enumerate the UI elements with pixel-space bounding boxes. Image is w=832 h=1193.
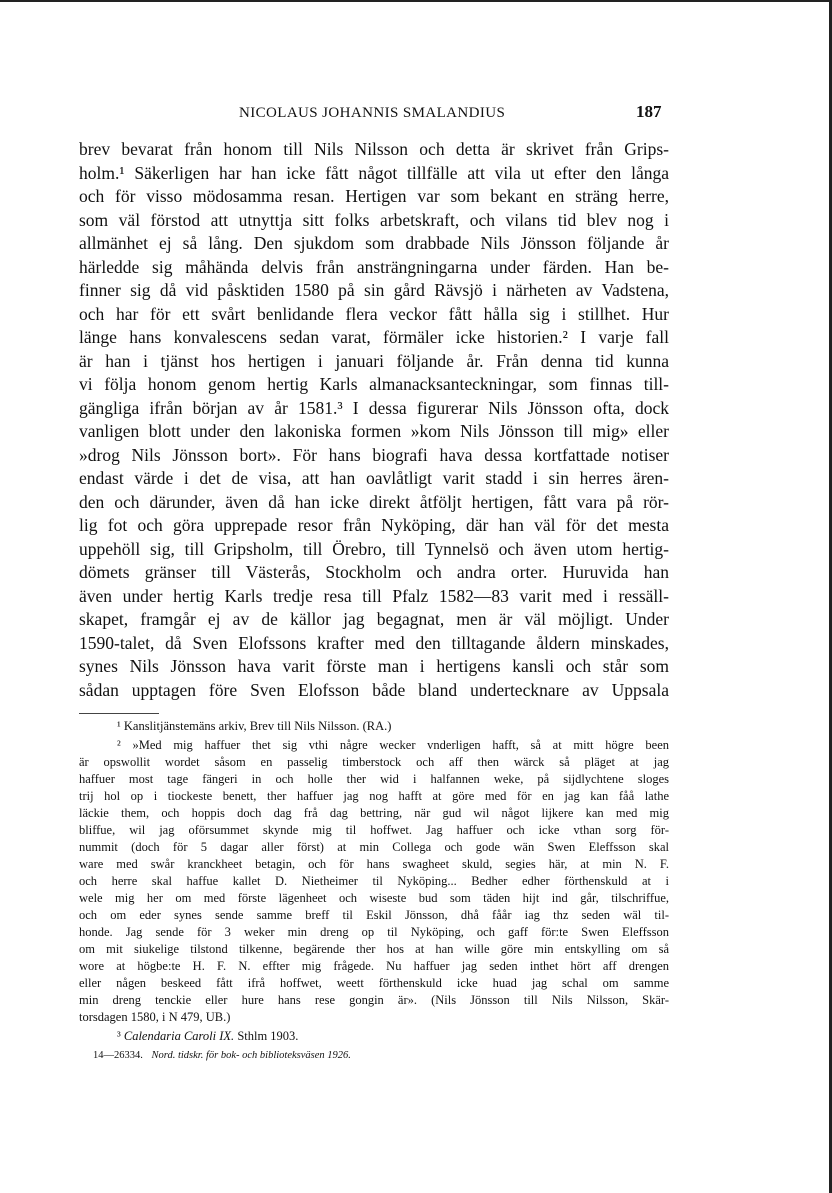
body-line: härledde sig måhända delvis från ansträngningarna under färden. Han be- (79, 256, 669, 277)
body-line: uppehöll sig, till Gripsholm, till Örebro, till Tynnelsö och även utom hertig- (79, 538, 669, 559)
body-line: lig fot och göra upprepade resor från Nyköping, där han väl för det mesta (79, 515, 669, 535)
page-number: 187 (636, 102, 662, 121)
running-header: NICOLAUS JOHANNIS SMALANDIUS (239, 105, 506, 121)
footnote-3-rest: Sthlm 1903. (237, 1029, 299, 1043)
body-line: den och därunder, även då han icke direkt åtföljt hertigen, fått vara på rör- (79, 491, 669, 512)
body-line: holm.¹ Säkerligen har han icke fått något tillfälle att vila ut efter den långa (79, 162, 669, 183)
imprint-line (93, 1050, 351, 1061)
imprint-signature: 14—26334. (93, 1050, 143, 1061)
footnote-3-marker: ³ (117, 1029, 121, 1043)
footnote-1-text: ¹ Kanslitjänstemäns arkiv, Brev till Nils Nilsson. (RA.) (117, 719, 392, 733)
footnote-line: om mit siukelige tilstond tilkenne, begärende ther hos at han wille göre min entskylling om så (79, 942, 669, 956)
body-line: även under hertig Karls tredje resa till Pfalz 1582—83 varit med i ressäll- (79, 585, 669, 606)
footnote-line: torsdagen 1580, i N 479, UB.) (79, 1010, 231, 1024)
body-line: och för visso mödosamma resan. Hertigen var som bekant en sträng herre, (79, 186, 669, 206)
footnote-rule (79, 713, 159, 714)
body-line: brev bevarat från honom till Nils Nilsson och detta är skrivet från Grips- (79, 139, 669, 159)
scan-edge-top (0, 0, 832, 2)
body-line: finner sig då vid påsktiden 1580 på sin gård Rävsjö i närheten av Vadstena, (79, 280, 669, 300)
imprint-journal: Nord. tidskr. för bok- och biblioteksväsen 1926. (151, 1050, 351, 1061)
body-line: dömets gränser till Västerås, Stockholm och andra orter. Huruvida han (79, 562, 669, 582)
body-line: allmänhet ej så lång. Den sjukdom som drabbade Nils Jönsson följande år (79, 233, 669, 253)
footnote-3 (79, 1028, 669, 1045)
footnote-line: nummit (doch för 5 dagar aller först) at min Collega och gode wän Swen Eleffsson skal (79, 840, 669, 854)
footnote-3-title: Calendaria Caroli IX. (123, 1029, 235, 1043)
footnote-line: haffuer most tage fängeri in och holle ther wid i halfannen weke, på sijdlychtene sloges (79, 772, 669, 786)
body-line: och har för ett svårt benlidande flera veckor fått hålla sig i stillhet. Hur (79, 303, 669, 324)
body-line: 1590-talet, då Sven Elofssons krafter med den tilltagande åldern minskades, (79, 632, 669, 653)
footnote-line: och om eder synes sende samme breff til Eskil Jönsson, dhå fåår iag thz seden wäl til- (79, 908, 669, 922)
body-line: synes Nils Jönsson hava varit förste man i hertigens kansli och står som (79, 656, 669, 676)
body-line: vi följa honom genom hertig Karls almanacksanteckningar, som finnas till- (79, 374, 669, 394)
footnote-line: läckie them, och hoppis doch dag frå dag bettring, när gud wil något lijkere kan med mig (79, 806, 669, 820)
footnote-1 (79, 718, 669, 735)
body-line: skapet, framgår ej av de källor jag begagnat, men är väl möjligt. Under (79, 609, 669, 629)
footnote-line: wele mig her om med förste lägenheet och wiseste bud som täden hijt ind går, tilschriffue, (79, 891, 669, 905)
footnote-line: min dreng tenckie eller hure hans rese gongin är». (Nils Jönsson till Nils Nilsson, Skär- (79, 993, 669, 1007)
footnote-line: ² »Med mig haffuer thet sig vthi någre wecker vnderligen hafft, så at mitt högre been (117, 738, 669, 752)
footnote-line: och herre skal haffue kallet D. Nietheimer til Nyköping... Bedher edher förthenskuld at i (79, 874, 669, 888)
body-line: är han i tjänst hos hertigen i januari följande år. Från denna tid kunna (79, 350, 669, 371)
body-line: vanligen blott under den lakoniska formen »kom Nils Jönsson till mig» eller (79, 421, 669, 441)
footnote-line: eller någen beskeed fått ifrå hoffwet, weett förthenskuld icke huad jag schal om samme (79, 976, 669, 990)
body-line: sådan upptagen före Sven Elofsson både bland undertecknare av Uppsala (79, 679, 669, 700)
footnotes (79, 718, 669, 1047)
body-line: endast värde i det de visa, att han oavlåtligt varit stadd i sin herres ären- (79, 468, 669, 488)
footnote-line: ware med swår kranckheet betagin, och för hans swagheet skuld, segies här, at min N. F. (79, 857, 669, 871)
footnote-2 (79, 737, 669, 1026)
footnote-line: trij hol op i tiockeste benett, ther haffuer jag nog hafft at göre med för en jag kan fåå lathe (79, 789, 669, 803)
body-line: gängliga ifrån början av år 1581.³ I dessa figurerar Nils Jönsson ofta, dock (79, 397, 669, 418)
footnote-line: bliffue, wil jag oförsummet skynde mig til hoffwet. Jag haffuer och icke vthan sorg för- (79, 823, 669, 837)
footnote-line: är opswollit wordet såsom en passelig timberstock och aff then wärck så pläget at jag (79, 755, 669, 769)
body-line: som väl förstod att utnyttja sitt folks arbetskraft, och vilans tid blev nog i (79, 209, 669, 230)
footnote-line: wore at högbe:te H. F. N. effter mig frågede. Nu haffuer jag seden inthet hört aff drengen (79, 959, 669, 973)
body-line: länge hans konvalescens sedan varat, förmäler icke historien.² I varje fall (79, 327, 669, 347)
body-line: »drog Nils Jönsson bort». För hans biografi hava dessa kortfattade notiser (79, 444, 669, 465)
footnote-line: honde. Jag sende för 3 weker min dreng op til Nyköping, och gaff för:te Swen Eleffsson (79, 925, 669, 939)
body-text (79, 138, 669, 702)
